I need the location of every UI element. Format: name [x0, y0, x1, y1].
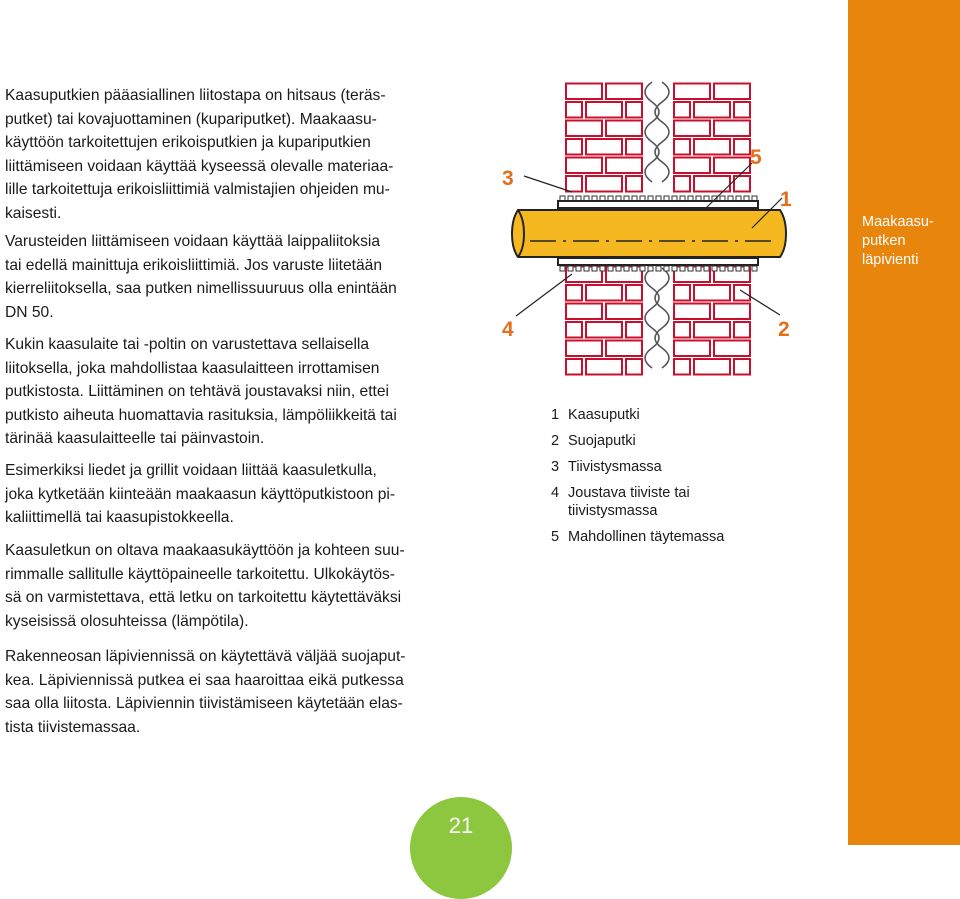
brick	[566, 304, 602, 320]
legend-text-line: tiivistysmassa	[568, 503, 658, 519]
sealant-cell	[608, 266, 613, 271]
paragraph-5	[5, 539, 466, 633]
text-line: kyseisissä olosuhteissa (lämpötila).	[5, 612, 249, 630]
legend-text: Kaasuputki	[568, 407, 640, 423]
brick	[694, 359, 730, 375]
legend-number: 5	[551, 529, 560, 545]
brick	[674, 84, 710, 100]
text-line: tai edellä mainittuja erikoisliittimiä. Jos varuste liitetään	[5, 256, 383, 274]
brick	[674, 158, 710, 174]
sealant-cell	[576, 266, 581, 271]
brick	[586, 139, 622, 155]
side-tab	[848, 0, 960, 845]
brick	[606, 158, 642, 174]
sealant-cell	[640, 266, 645, 271]
diagram-label-2: 2	[778, 318, 790, 341]
text-line: kaliittimellä tai kaasupistokkeella.	[5, 509, 234, 527]
brick	[626, 322, 642, 338]
text-line: lille tarkoitettuja erikoisliittimiä valmistajien ohjeiden mu-	[5, 181, 390, 199]
text-line: Esimerkiksi liedet ja grillit voidaan liittää kaasuletkulla,	[5, 462, 377, 479]
text-line: saa olla liitosta. Läpiviennin tiivistämiseen käytetään elas-	[5, 695, 403, 713]
brick	[694, 322, 730, 338]
text-line: Kukin kaasulaite tai -poltin on varustettava sellaisella	[5, 336, 370, 353]
diagram-label-3: 3	[502, 167, 514, 190]
page-number-badge	[410, 797, 512, 899]
text-line: sä on varmistettava, että letku on tarkoitettu käytettäväksi	[5, 589, 402, 607]
brick	[606, 84, 642, 100]
legend-item	[551, 458, 811, 476]
sealant-cell	[688, 266, 693, 271]
brick	[586, 176, 622, 192]
legend-text: Suojaputki	[568, 433, 636, 449]
brick	[566, 341, 602, 357]
sealant-cell	[600, 266, 605, 271]
legend-item	[551, 406, 811, 424]
legend-number: 2	[551, 433, 560, 449]
brick	[734, 359, 750, 375]
brick	[586, 285, 622, 301]
text-line: joka kytketään kiinteään maakaasun käyttöputkistoon pi-	[5, 485, 396, 503]
sealant-cell	[752, 266, 757, 271]
sealant-cell	[632, 266, 637, 271]
text-line: tista tiivistemassaa.	[5, 718, 141, 736]
brick	[674, 176, 690, 192]
brick	[566, 158, 602, 174]
brick	[734, 322, 750, 338]
text-line: kea. Läpiviennissä putkea ei saa haaroittaa eikä putkessa	[5, 671, 404, 689]
text-line: DN 50.	[5, 303, 54, 321]
text-line: tärinää kaasulaitteelle tai päinvastoin.	[5, 430, 265, 448]
side-caption-line: läpivienti	[862, 252, 919, 268]
gas-pipe	[512, 210, 786, 257]
text-line: rimmalle sallitulle käyttöpaineelle tarkoitettu. Ulkokäytös-	[5, 565, 396, 583]
diagram-label-1: 1	[780, 188, 792, 211]
text-line: kierreliitoksella, saa putken nimellissuuruus olla enintään	[5, 280, 397, 298]
sealant-cell	[616, 266, 621, 271]
sealant-cell	[664, 266, 669, 271]
paragraph-1	[5, 84, 466, 226]
brick	[734, 139, 750, 155]
sealant-cell	[648, 266, 653, 271]
legend-text	[568, 484, 690, 520]
text-line: Kaasuputkien pääasiallinen liitostapa on hitsaus (teräs-	[5, 87, 386, 104]
legend-text-line: Joustava tiiviste tai	[568, 485, 690, 501]
brick	[714, 341, 750, 357]
sealant-cell	[704, 266, 709, 271]
text-line: käyttöön tarkoitettujen erikoisputkien ja kupariputkien	[5, 134, 371, 152]
text-line: Kaasuletkun on oltava maakaasukäyttöön ja kohteen suu-	[5, 542, 405, 559]
sealant-cell	[696, 266, 701, 271]
text-line: kaisesti.	[5, 204, 62, 222]
sealant-cell	[736, 266, 741, 271]
sealant-cell	[560, 266, 565, 271]
side-caption-line: putken	[862, 233, 906, 249]
paragraph-2	[5, 230, 466, 324]
brick	[586, 359, 622, 375]
brick	[674, 341, 710, 357]
brick	[674, 102, 690, 118]
brick	[586, 322, 622, 338]
brick	[566, 139, 582, 155]
text-line: liitoksella, joka mahdollistaa kaasulaitteen irrottamisen	[5, 359, 380, 377]
text-line: Rakenneosan läpiviennissä on käytettävä väljää suojaput-	[5, 648, 406, 665]
legend-item	[551, 484, 811, 520]
page-number: 21	[448, 813, 474, 838]
brick	[606, 121, 642, 137]
sealant-cell	[656, 266, 661, 271]
sealant-cell	[568, 266, 573, 271]
brick	[606, 341, 642, 357]
text-line: liittämiseen voidaan käyttää kyseessä olevalle materiaa-	[5, 157, 394, 175]
flexible-seal-upper	[645, 82, 669, 182]
legend-item	[551, 432, 811, 450]
brick	[586, 102, 622, 118]
brick	[566, 176, 582, 192]
side-caption-line: Maakaasu-	[862, 214, 934, 230]
text-line: putkisto aiheuta huomattavia rasituksia, lämpöliikkeitä tai	[5, 406, 397, 424]
brick	[626, 102, 642, 118]
brick	[714, 304, 750, 320]
sealant-cell	[720, 266, 725, 271]
brick	[626, 359, 642, 375]
diagram-label-4: 4	[502, 318, 514, 341]
flexible-seal-lower	[645, 268, 669, 368]
brick	[626, 285, 642, 301]
brick	[606, 304, 642, 320]
brick	[626, 139, 642, 155]
text-line: putkistosta. Liittäminen on tehtävä joustavaksi niin, ettei	[5, 383, 389, 401]
brick	[566, 322, 582, 338]
brick	[674, 285, 690, 301]
brick	[566, 285, 582, 301]
brick	[566, 121, 602, 137]
brick	[566, 102, 582, 118]
diagram-legend	[551, 406, 811, 554]
brick	[674, 304, 710, 320]
side-caption	[862, 213, 954, 270]
brick	[566, 359, 582, 375]
sealant-cell	[624, 266, 629, 271]
brick	[694, 102, 730, 118]
brick	[734, 285, 750, 301]
brick	[694, 285, 730, 301]
brick	[674, 359, 690, 375]
legend-number: 4	[551, 485, 560, 501]
sealant-cell	[672, 266, 677, 271]
brick	[694, 139, 730, 155]
legend-item	[551, 528, 811, 546]
pipe-penetration-diagram	[490, 70, 810, 395]
brick	[714, 84, 750, 100]
legend-text: Tiivistysmassa	[568, 459, 662, 475]
paragraph-3	[5, 333, 466, 451]
legend-text: Mahdollinen täytemassa	[568, 529, 725, 545]
brick	[674, 322, 690, 338]
paragraph-4	[5, 459, 466, 530]
sealant-cell	[712, 266, 717, 271]
brick	[674, 139, 690, 155]
sealant-cell	[744, 266, 749, 271]
sealant-cell	[728, 266, 733, 271]
brick	[566, 84, 602, 100]
text-line: Varusteiden liittämiseen voidaan käyttää laippaliitoksia	[5, 233, 381, 250]
brick	[714, 121, 750, 137]
sealant-cell	[592, 266, 597, 271]
sealant-cell	[584, 266, 589, 271]
brick	[674, 121, 710, 137]
diagram-label-5: 5	[750, 146, 762, 169]
paragraph-6	[5, 645, 466, 739]
text-line: putket) tai kovajuottaminen (kupariputket). Maakaasu-	[5, 110, 377, 128]
legend-number: 3	[551, 459, 560, 475]
sealant-cell	[680, 266, 685, 271]
brick	[734, 102, 750, 118]
legend-number: 1	[551, 407, 560, 423]
brick	[626, 176, 642, 192]
